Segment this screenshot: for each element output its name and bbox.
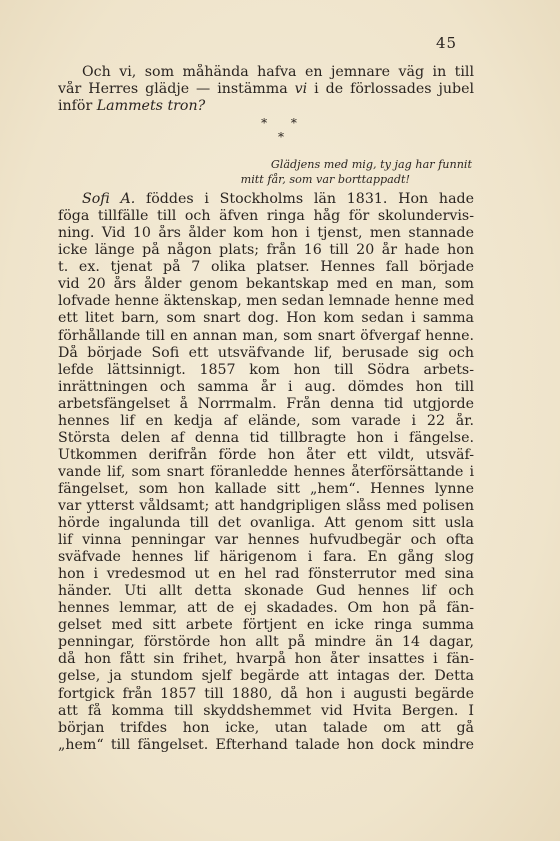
intro-line-2-end: i de förlossades jubel <box>314 81 474 98</box>
story-line: t. ex. tjenat på 7 olika platser. Hennes fall började <box>58 259 474 276</box>
story-first-line-rest: föddes i Stockholms län 1831. Hon hade <box>146 191 474 208</box>
intro-line-2 <box>58 81 474 98</box>
story-line: Största delen af denna tid tillbragte hon i fängelse. <box>58 429 474 446</box>
story-line: att få komma till skyddshemmet vid Hvita Bergen. I <box>58 702 474 719</box>
story-line: ett litet barn, som snart dog. Hon kom sedan i samma <box>58 310 474 327</box>
story-line: vid 20 års ålder genom bekantskap med en man, som <box>58 276 474 293</box>
story-line: lefde lättsinnigt. 1857 kom hon till Södra arbets- <box>58 361 474 378</box>
section-separator-stars: * * <box>261 116 307 131</box>
story-line: sväfvade hennes lif härigenom i fara. En gång slog <box>58 549 474 566</box>
intro-italic-vi: vi <box>294 81 308 98</box>
page-number: 45 <box>436 34 458 52</box>
story-first-line <box>58 191 474 208</box>
story-line: arbetsfängelset å Norrmalm. Från denna tid utgjorde <box>58 395 474 412</box>
intro-line-1: Och vi, som måhända hafva en jemnare väg in till <box>82 64 474 80</box>
story-line: lif vinna penningar var hennes hufvudbegär och ofta <box>58 532 474 549</box>
story-line: Då började Sofi ett utsväfvande lif, berusade sig och <box>58 344 474 361</box>
intro-line-2-start: vår Herres glädje — instämma <box>58 81 288 98</box>
story-line: fögа tillfälle till och äfven ringa håg för skolundervis- <box>58 208 474 225</box>
epigraph-line-2: mitt får, som var borttappadt! <box>240 173 410 187</box>
story-line: lofvade henne äktenskap, men sedan lemnade henne med <box>58 293 474 310</box>
story-name: Sofi A. <box>82 191 136 208</box>
story-line: då hon fått sin frihet, hvarpå hon åter insattes i fän- <box>58 651 474 668</box>
story-line: var ytterst våldsamt; att handgripligen slåss med polisen <box>58 497 474 514</box>
story-line: Utkommen derifrån förde hon åter ett vildt, utsväf- <box>58 446 474 463</box>
story-line: inrättningen och samma år i aug. dömdes hon till <box>58 378 474 395</box>
page-text <box>58 64 474 754</box>
story-line: början trifdes hon icke, utan talade om att gå <box>58 719 474 736</box>
story-line: penningar, förstörde hon allt på mindre än 14 dagar, <box>58 634 474 651</box>
story-line: „hem“ till fängelset. Efterhand talade hon dock mindre <box>58 736 474 753</box>
story-line: hörde ingalunda till det ovanliga. Att genom sitt usla <box>58 515 474 532</box>
story-line: förhållande till en annan man, som snart öfvergaf henne. <box>58 327 474 344</box>
story-line: fortgick från 1857 till 1880, då hon i augusti begärde <box>58 685 474 702</box>
story-line: gelset med sitt arbete förtjent en icke ringa summa <box>58 617 474 634</box>
intro-line-3 <box>58 98 474 115</box>
story-line: vande lif, som snart föranledde hennes återförsättande i <box>58 463 474 480</box>
intro-line-3-start: inför <box>58 98 93 115</box>
story-line: fängelset, som hon kallade sitt „hem“. Hennes lynne <box>58 480 474 497</box>
story-line: hon i vredesmod ut en hel rad fönsterrutor med sina <box>58 566 474 583</box>
intro-italic-title: Lammets tron? <box>96 98 206 115</box>
story-line: hennes lemmar, att de ej skadades. Om hon på fän- <box>58 600 474 617</box>
story-line: icke länge på någon plats; från 16 till 20 år hade hon <box>58 242 474 259</box>
section-separator-star-bottom: * <box>278 130 284 145</box>
story-line: gelse, ja stundom sjelf begärde att intagas der. Detta <box>58 668 474 685</box>
story-line: hennes lif en kedja af elände, som varade i 22 år. <box>58 412 474 429</box>
story-line: händer. Uti allt detta skonade Gud hennes lif och <box>58 583 474 600</box>
story-line: ning. Vid 10 års ålder kom hon i tjenst, men stannade <box>58 225 474 242</box>
epigraph-line-1: Glädjens med mig, ty jag har funnit <box>270 158 472 172</box>
